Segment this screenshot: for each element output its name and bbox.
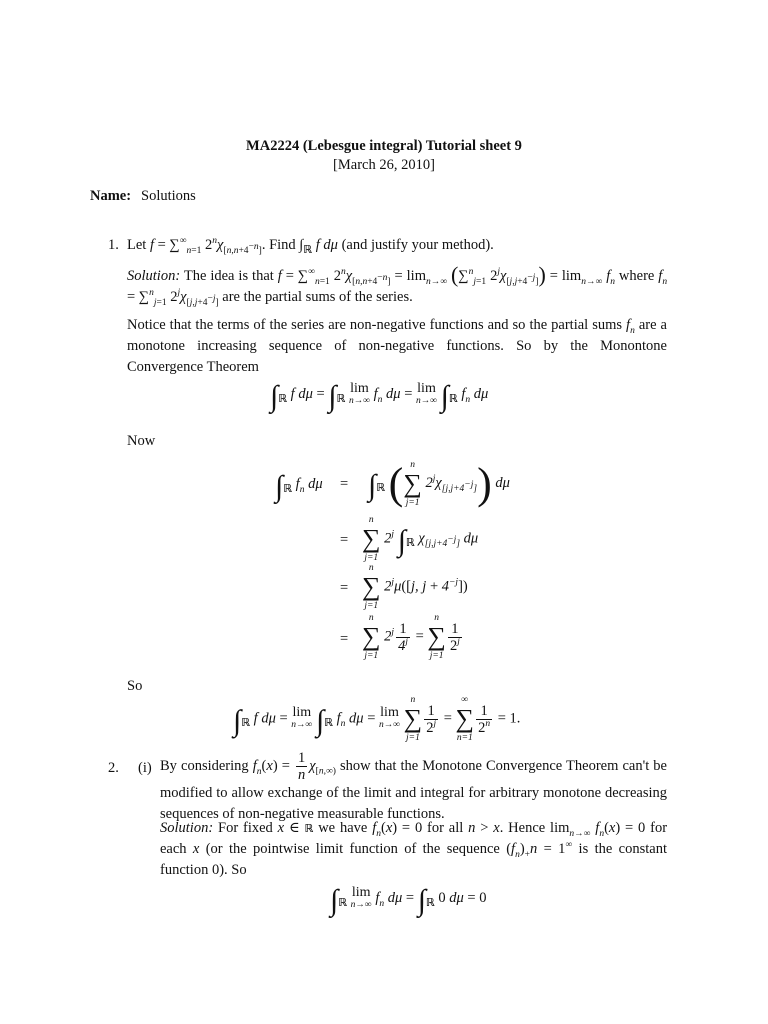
q1-now: Now: [127, 433, 156, 449]
q1-notice: Notice that the terms of the series are non-negative functions and so the partial sums $f_n$ are a monotone increasing sequence of non-negative functions. So by the Monontone Convergence Theorem: [127, 317, 667, 375]
q2-limit-equation: $\int_ℝ$ lim n→∞ $f_n$ $d\mu = \int_ℝ$ 0 dμ = 0: [330, 884, 487, 917]
equals-sign: =: [340, 580, 349, 596]
q2-part: (i): [138, 760, 152, 776]
name-label: Name:: [90, 188, 132, 204]
q2-solution: Solution: For fixed x ∈ ℝ we have $f_n(x) = 0$ for all n > x. Hence $\lim_{n\to\infty} f_n(x) = 0$ for each x (or the pointwise limit function of the sequence $(f_n)_+n = 1^\infty$ is the constant function 0). So: [160, 820, 668, 878]
q1-so: So: [127, 678, 143, 694]
q1-align-rhs-3: n ∑ j=1 2$^j$μ([j, $j + 4^{-j}$]): [362, 563, 468, 611]
q2-number: 2.: [108, 760, 119, 776]
q1-final-equation: $\int_ℝ$ f dμ = lim n→∞ $\int_ℝ$ $f_n$ dμ = lim n→∞ n ∑ j=1 $\frac{1}{2^j}$ = ∞ ∑ n=1 $\frac{1}{2^n}$ = 1.: [233, 695, 521, 743]
q1-align-line-1: $\int_ℝ$ $f_n$ dμ: [275, 470, 323, 503]
q1-align-rhs-2: n ∑ j=1 2$^j$ $\int_ℝ$ $\chi_{[j,j+4^{-j}]}$ dμ: [362, 515, 479, 563]
sheet-title: MA2224 (Lebesgue integral) Tutorial sheet 9: [246, 138, 522, 154]
q1-align-rhs-4: n ∑ j=1 2$^j$ $\frac{1}{4^j}$ = n ∑ j=1 $\frac{1}{2^j}$: [362, 613, 460, 661]
name-value: Solutions: [141, 188, 196, 204]
q1-solution-label: Solution:: [127, 268, 181, 284]
equals-sign: =: [340, 476, 349, 492]
q2-statement: By considering $f_n(x)$ = $\frac{1}{n}$ $\chi_{[n,\infty)}$ show that the Monotone Convergence Theorem can't be modified to allow exchange of the limit and integral for arbitrary monotone decreasing sequences of non-negative measurable functions.: [160, 750, 667, 822]
q1-number: 1.: [108, 237, 119, 253]
equals-sign: =: [340, 631, 349, 647]
q2-solution-label: Solution:: [160, 820, 214, 836]
q1-solution-intro: Solution: The idea is that $f = \sum^\infty_{n=1}$ $2^n\chi_{[n,n+4^{-n}]} = \lim_{n\to\infty} (\sum^n_{j=1}$ $2^j\chi_{[j,j+4^{-j}]}) = \lim_{n\to\infty} f_n$ where $f_n = \sum^n_{j=1}$ $2^j\chi_{[j,j+4^{-j}]}$ are the partial sums of the series.: [127, 262, 668, 308]
q1-align-rhs-1: $\int_ℝ$ ( n ∑ j=1 $2^j\chi_{[j,j+4^{-j}]}$) dμ: [368, 459, 510, 508]
q1-statement: Let $f = \sum^\infty_{n=1}$ $2^n\chi_{[n,n+4^{-n}]}$. Find $\int_ℝ$ f dμ (and justify your method).: [127, 236, 494, 256]
q1-mct-equation: $\int_ℝ$ f $d\mu = \int_ℝ$ lim n→∞ $f_n$ dμ = lim n→∞ $\int_ℝ$ $f_n$ dμ: [270, 380, 489, 413]
sheet-date: [March 26, 2010]: [333, 157, 435, 173]
equals-sign: =: [340, 532, 349, 548]
